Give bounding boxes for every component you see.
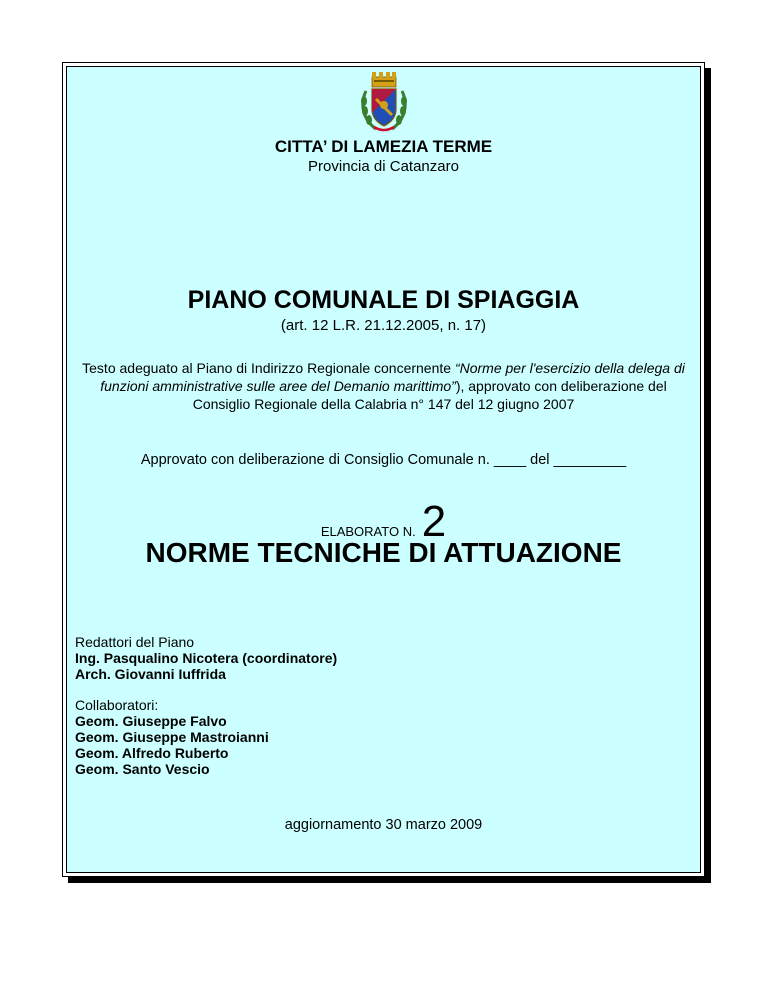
plan-title: PIANO COMUNALE DI SPIAGGIA <box>187 286 580 314</box>
collaborators-heading: Collaboratori: <box>75 697 159 713</box>
cover-frame <box>62 62 705 877</box>
coat-of-arms-icon <box>358 69 410 135</box>
editors-heading: Redattori del Piano <box>75 634 195 650</box>
elaborato-label: ELABORATO N. <box>320 524 416 539</box>
editors-section <box>75 634 337 682</box>
city-name: CITTA’ DI LAMEZIA TERME <box>274 137 493 156</box>
description-suffix: ), approvato con deliberazione del Consiglio Regionale della Calabria n° 147 del 12 giugno 2007 <box>192 378 667 412</box>
collaborator-name: Geom. Giuseppe Falvo <box>75 713 227 729</box>
description-text <box>77 359 690 413</box>
approval-line: Approvato con deliberazione di Consiglio Comunale n. ____ del _________ <box>140 452 627 468</box>
cover-panel <box>66 66 701 873</box>
document-title: NORME TECNICHE DI ATTUAZIONE <box>145 537 622 568</box>
collaborators-section <box>75 697 269 777</box>
editor-name: Ing. Pasqualino Nicotera (coordinatore) <box>75 650 338 666</box>
update-date: aggiornamento 30 marzo 2009 <box>284 817 483 833</box>
plan-law-reference: (art. 12 L.R. 21.12.2005, n. 17) <box>280 317 487 334</box>
province-name: Provincia di Catanzaro <box>308 158 459 175</box>
collaborator-name: Geom. Santo Vescio <box>75 761 210 777</box>
description-italic: “Norme per l'esercizio della delega di funzioni amministrative sulle aree del Demanio marittimo” <box>100 360 685 394</box>
editor-name: Arch. Giovanni Iuffrida <box>75 666 226 682</box>
elaborato-number: 2 <box>421 497 447 546</box>
collaborator-name: Geom. Giuseppe Mastroianni <box>75 729 269 745</box>
collaborator-name: Geom. Alfredo Ruberto <box>75 745 229 761</box>
description-prefix: Testo adeguato al Piano di Indirizzo Regionale concernente <box>82 360 455 376</box>
